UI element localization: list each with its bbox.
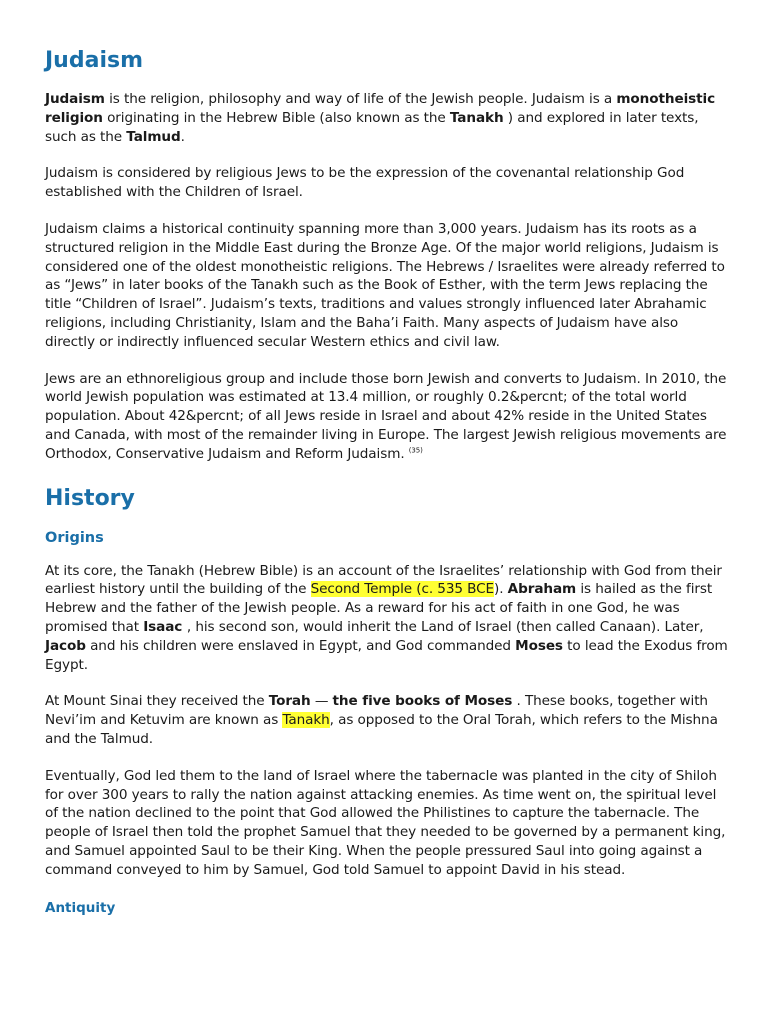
- subsection-title-origins: Origins: [45, 529, 104, 546]
- text-run: is the religion, philosophy and way of life of the Jewish people. Judaism is a: [104, 91, 617, 107]
- intro-paragraph-4: [45, 370, 728, 464]
- text-run: —: [310, 693, 333, 710]
- bold-term: the five books of Moses: [332, 693, 513, 710]
- highlighted-text: Tanakh: [282, 712, 330, 729]
- origins-paragraph-2: [45, 692, 728, 748]
- origins-paragraph-3: Eventually, God led them to the land of Israel where the tabernacle was planted in the city of Shiloh for over 300 years to rally the nation against attacking enemies. As time went on, the spiritual level of the nation declined to the point that God allowed the Philistines to capture the tabernacle. The people of Israel then told the prophet Samuel that they needed to be governed by a permanent king, and Samuel appointed Saul to be their King. When the people pressured Saul into going against a command conveyed to him by Samuel, God told Samuel to appoint David in his stead.: [45, 767, 726, 878]
- text-run: to lead the Exodus from Egypt.: [45, 637, 728, 673]
- text-run: At its core, the Tanakh (Hebrew Bible) is an account of the Israelites’ relationship with God from their earliest history until the building of the: [45, 562, 722, 598]
- bold-term: monotheistic religion: [45, 91, 716, 126]
- bold-term: Torah: [268, 693, 311, 710]
- bold-term: Tanakh: [449, 109, 504, 126]
- text-run: ).: [494, 581, 508, 598]
- bold-term: Jacob: [45, 637, 86, 654]
- reference-marker: (35): [408, 446, 423, 455]
- text-run: is hailed as the first Hebrew and the father of the Jewish people. As a reward for his act of faith in one God, he was promised that: [45, 581, 713, 635]
- text-run: , as opposed to the Oral Torah, which refers to the Mishna and the Talmud.: [45, 712, 718, 747]
- highlighted-text: Second Temple (c. 535 BCE: [310, 581, 495, 598]
- intro-paragraph-1: [45, 90, 728, 146]
- text-run: originating in the Hebrew Bible (also known as the: [102, 109, 450, 126]
- bold-term: Talmud: [126, 128, 181, 145]
- bold-term: Isaac: [143, 618, 187, 635]
- text-run: .: [180, 128, 185, 145]
- bold-term: Abraham: [507, 581, 577, 598]
- subsection-title-antiquity: Antiquity: [45, 899, 116, 916]
- bold-term: Judaism: [45, 91, 105, 107]
- text-run: At Mount Sinai they received the: [45, 693, 269, 710]
- intro-paragraph-3: Judaism claims a historical continuity spanning more than 3,000 years. Judaism has its roots as a structured religion in the Middle East during the Bronze Age. Of the major world religions, Judaism is considered one of the oldest monotheistic religions. The Hebrews / Israelites were already referred to as “Jews” in later books of the Tanakh such as the Book of Esther, with the term Jews replacing the title “Children of Israel”. Judaism’s texts, traditions and values strongly influenced later Abrahamic religions, including Christianity, Islam and the Baha’i Faith. Many aspects of Judaism have also directly or indirectly influenced secular Western ethics and civil law.: [45, 220, 725, 350]
- page-title: Judaism: [45, 48, 144, 73]
- section-title-history: History: [45, 485, 135, 511]
- text-run: Jews are an ethnoreligious group and include those born Jewish and converts to Judaism. In 2010, the world Jewish population was estimated at 13.4 million, or roughly 0.2&percnt; of the total world population. About 42&percnt; of all Jews reside in Israel and about 42% reside in the United States and Canada, with most of the remainder living in Europe. The largest Jewish religious movements are Orthodox, Conservative Judaism and Reform Judaism.: [45, 370, 727, 462]
- origins-paragraph-1: [45, 562, 728, 675]
- bold-term: Moses: [515, 637, 563, 654]
- text-run: ) and explored in later texts, such as the: [45, 109, 699, 145]
- text-run: . These books, together with Nevi’im and Ketuvim are known as: [45, 693, 708, 729]
- text-run: and his children were enslaved in Egypt, and God commanded: [85, 637, 516, 654]
- text-run: , his second son, would inherit the Land of Israel (then called Canaan). Later,: [186, 618, 704, 635]
- intro-paragraph-2: Judaism is considered by religious Jews to be the expression of the covenantal relationship God established with the Children of Israel.: [45, 165, 685, 201]
